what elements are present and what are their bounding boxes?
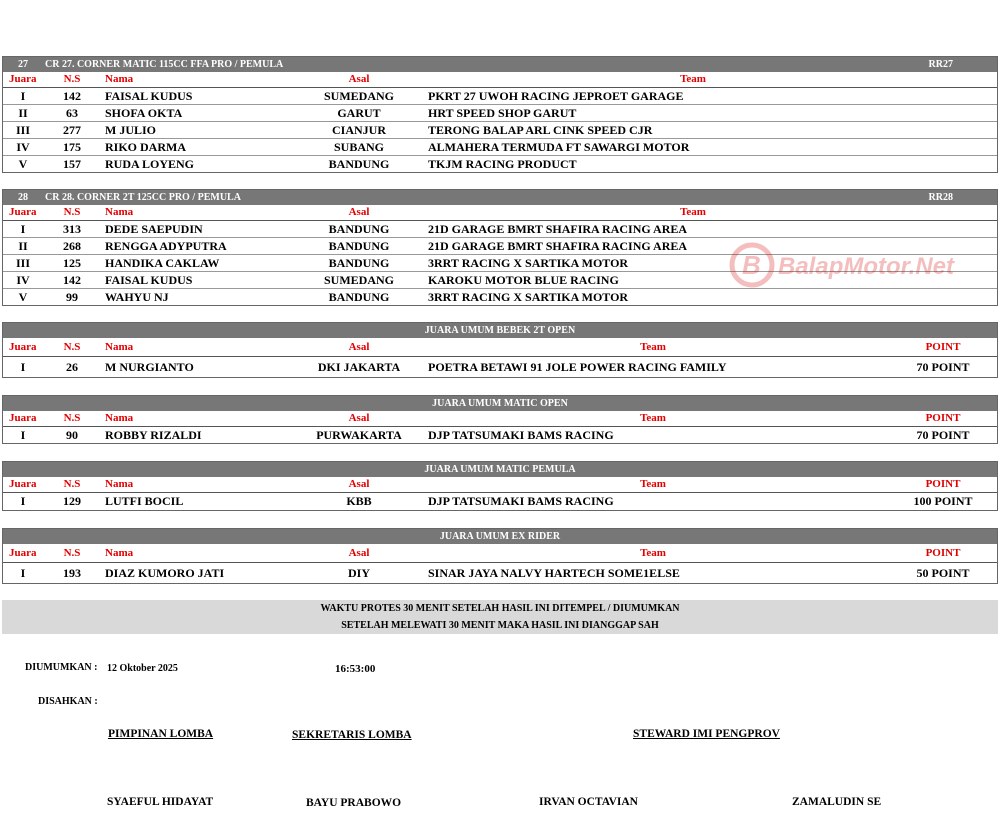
col-asal: Asal bbox=[348, 73, 370, 85]
column-headers bbox=[3, 544, 997, 563]
svg-text:B: B bbox=[742, 250, 761, 280]
cell-nama: ROBBY RIZALDI bbox=[105, 428, 202, 442]
table-row bbox=[3, 88, 997, 105]
balapmotor-watermark-logo bbox=[728, 240, 955, 290]
cell-ns: 99 bbox=[66, 290, 78, 304]
cell-nama: WAHYU NJ bbox=[105, 290, 169, 304]
svg-text:BalapMotor.Net: BalapMotor.Net bbox=[778, 253, 955, 280]
cell-ns: 26 bbox=[66, 360, 78, 374]
cell-juara: I bbox=[20, 222, 26, 236]
overall-matic-open bbox=[2, 395, 998, 444]
cell-juara: I bbox=[20, 494, 26, 508]
column-headers bbox=[3, 72, 997, 88]
cell-juara: I bbox=[20, 360, 26, 374]
cell-team: ALMAHERA TERMUDA FT SAWARGI MOTOR bbox=[428, 140, 690, 154]
cell-asal: SUMEDANG bbox=[323, 89, 394, 103]
class-27-results bbox=[2, 56, 998, 173]
table-row bbox=[3, 105, 997, 122]
cell-ns: 129 bbox=[63, 494, 81, 508]
cell-asal: BANDUNG bbox=[328, 222, 390, 236]
col-juara: Juara bbox=[9, 547, 37, 559]
col-team: Team bbox=[640, 412, 666, 424]
cell-ns: 157 bbox=[63, 157, 81, 171]
name-race-director: SYAEFUL HIDAYAT bbox=[107, 796, 214, 808]
cell-juara: I bbox=[20, 428, 26, 442]
column-headers bbox=[3, 411, 997, 427]
overall-bebek-2t-open bbox=[2, 322, 998, 378]
class-number: 27 bbox=[18, 59, 28, 70]
cell-ns: 268 bbox=[63, 239, 81, 253]
cell-team: KAROKU MOTOR BLUE RACING bbox=[428, 273, 619, 287]
cell-nama: FAISAL KUDUS bbox=[105, 89, 193, 103]
table-row bbox=[3, 122, 997, 139]
role-steward: STEWARD IMI PENGPROV bbox=[633, 728, 780, 740]
class-title: CR 28. CORNER 2T 125CC PRO / PEMULA bbox=[45, 192, 241, 203]
col-team: Team bbox=[640, 341, 666, 353]
approved-label: DISAHKAN : bbox=[38, 696, 98, 707]
col-nama: Nama bbox=[105, 73, 134, 85]
cell-point: 70 POINT bbox=[916, 360, 970, 374]
col-ns: N.S bbox=[63, 73, 81, 85]
cell-team: POETRA BETAWI 91 JOLE POWER RACING FAMILY bbox=[428, 360, 727, 374]
cell-team: 3RRT RACING X SARTIKA MOTOR bbox=[428, 256, 629, 270]
name-steward-1: IRVAN OCTAVIAN bbox=[539, 796, 638, 808]
col-juara: Juara bbox=[9, 73, 37, 85]
cell-nama: FAISAL KUDUS bbox=[105, 273, 193, 287]
cell-team: SINAR JAYA NALVY HARTECH SOME1ELSE bbox=[428, 566, 680, 580]
announced-date: 12 Oktober 2025 bbox=[107, 663, 178, 674]
cell-juara: V bbox=[18, 290, 28, 304]
table-row bbox=[3, 427, 997, 443]
overall-title: JUARA UMUM MATIC OPEN bbox=[432, 398, 568, 409]
col-juara: Juara bbox=[9, 206, 37, 218]
cell-juara: II bbox=[18, 106, 28, 120]
col-asal: Asal bbox=[348, 412, 370, 424]
cell-asal: BANDUNG bbox=[328, 239, 390, 253]
cell-juara: IV bbox=[16, 140, 30, 154]
cell-nama: DEDE SAEPUDIN bbox=[105, 222, 203, 236]
col-juara: Juara bbox=[9, 478, 37, 490]
table-row bbox=[3, 289, 997, 305]
cell-nama: M JULIO bbox=[105, 123, 156, 137]
col-ns: N.S bbox=[63, 478, 81, 490]
col-point: POINT bbox=[925, 341, 961, 353]
cell-asal: BANDUNG bbox=[328, 256, 390, 270]
cell-team: DJP TATSUMAKI BAMS RACING bbox=[428, 428, 614, 442]
table-row bbox=[3, 493, 997, 510]
cell-asal: SUMEDANG bbox=[323, 273, 394, 287]
cell-asal: GARUT bbox=[337, 106, 381, 120]
cell-point: 70 POINT bbox=[916, 428, 970, 442]
announced-time: 16:53:00 bbox=[335, 663, 376, 675]
col-nama: Nama bbox=[105, 341, 134, 353]
overall-title-bar bbox=[3, 396, 997, 411]
cell-ns: 125 bbox=[63, 256, 81, 270]
cell-team: 3RRT RACING X SARTIKA MOTOR bbox=[428, 290, 629, 304]
protest-notice bbox=[2, 600, 998, 634]
column-headers bbox=[3, 338, 997, 357]
cell-juara: IV bbox=[16, 273, 30, 287]
col-team: Team bbox=[680, 206, 706, 218]
class-number: 28 bbox=[18, 192, 28, 203]
col-nama: Nama bbox=[105, 412, 134, 424]
cell-team: PKRT 27 UWOH RACING JEPROET GARAGE bbox=[428, 89, 684, 103]
cell-asal: CIANJUR bbox=[332, 123, 386, 137]
name-race-secretary: BAYU PRABOWO bbox=[306, 797, 402, 809]
cell-team: TKJM RACING PRODUCT bbox=[428, 157, 577, 171]
notice-line-1: WAKTU PROTES 30 MENIT SETELAH HASIL INI DITEMPEL / DIUMUMKAN bbox=[320, 603, 680, 614]
col-asal: Asal bbox=[348, 547, 370, 559]
col-team: Team bbox=[640, 547, 666, 559]
col-ns: N.S bbox=[63, 412, 81, 424]
col-point: POINT bbox=[925, 547, 961, 559]
cell-ns: 277 bbox=[63, 123, 81, 137]
cell-ns: 142 bbox=[63, 89, 81, 103]
overall-title: JUARA UMUM MATIC PEMULA bbox=[424, 464, 576, 475]
col-team: Team bbox=[680, 73, 706, 85]
col-nama: Nama bbox=[105, 547, 134, 559]
col-point: POINT bbox=[925, 478, 961, 490]
cell-team: TERONG BALAP ARL CINK SPEED CJR bbox=[428, 123, 653, 137]
cell-team: HRT SPEED SHOP GARUT bbox=[428, 106, 577, 120]
col-asal: Asal bbox=[348, 206, 370, 218]
table-row bbox=[3, 139, 997, 156]
overall-title-bar bbox=[3, 462, 997, 477]
cell-ns: 175 bbox=[63, 140, 81, 154]
cell-nama: HANDIKA CAKLAW bbox=[105, 256, 220, 270]
cell-nama: LUTFI BOCIL bbox=[105, 494, 184, 508]
cell-asal: DKI JAKARTA bbox=[317, 360, 401, 374]
cell-juara: II bbox=[18, 239, 28, 253]
overall-ex-rider bbox=[2, 528, 998, 584]
column-headers bbox=[3, 205, 997, 221]
cell-team: DJP TATSUMAKI BAMS RACING bbox=[428, 494, 614, 508]
overall-title: JUARA UMUM EX RIDER bbox=[439, 531, 561, 542]
class-code: RR28 bbox=[928, 192, 953, 203]
cell-asal: KBB bbox=[346, 494, 372, 508]
role-race-secretary: SEKRETARIS LOMBA bbox=[292, 729, 412, 741]
table-row bbox=[3, 563, 997, 583]
table-row bbox=[3, 357, 997, 377]
class-title-bar bbox=[3, 190, 997, 205]
overall-matic-pemula bbox=[2, 461, 998, 511]
cell-juara: I bbox=[20, 566, 26, 580]
cell-juara: V bbox=[18, 157, 28, 171]
cell-team: 21D GARAGE BMRT SHAFIRA RACING AREA bbox=[428, 239, 688, 253]
cell-asal: PURWAKARTA bbox=[316, 428, 402, 442]
cell-ns: 193 bbox=[63, 566, 81, 580]
cell-nama: DIAZ KUMORO JATI bbox=[105, 566, 225, 580]
cell-juara: III bbox=[15, 256, 30, 270]
cell-juara: I bbox=[20, 89, 26, 103]
overall-title-bar bbox=[3, 323, 997, 338]
col-juara: Juara bbox=[9, 341, 37, 353]
class-code: RR27 bbox=[928, 59, 953, 70]
overall-title-bar bbox=[3, 529, 997, 544]
cell-point: 100 POINT bbox=[913, 494, 973, 508]
col-point: POINT bbox=[925, 412, 961, 424]
notice-line-2: SETELAH MELEWATI 30 MENIT MAKA HASIL INI DIANGGAP SAH bbox=[341, 620, 659, 631]
cell-asal: SUBANG bbox=[333, 140, 384, 154]
class-title-bar bbox=[3, 57, 997, 72]
table-row bbox=[3, 156, 997, 172]
class-title: CR 27. CORNER MATIC 115CC FFA PRO / PEMULA bbox=[45, 59, 284, 70]
cell-ns: 63 bbox=[66, 106, 78, 120]
col-ns: N.S bbox=[63, 206, 81, 218]
cell-asal: BANDUNG bbox=[328, 290, 390, 304]
table-row bbox=[3, 221, 997, 238]
cell-asal: DIY bbox=[347, 566, 370, 580]
cell-nama: RUDA LOYENG bbox=[105, 157, 195, 171]
col-juara: Juara bbox=[9, 412, 37, 424]
cell-nama: RENGGA ADYPUTRA bbox=[105, 239, 227, 253]
name-steward-2: ZAMALUDIN SE bbox=[792, 796, 882, 808]
col-asal: Asal bbox=[348, 341, 370, 353]
cell-nama: RIKO DARMA bbox=[105, 140, 186, 154]
overall-title: JUARA UMUM BEBEK 2T OPEN bbox=[424, 325, 576, 336]
cell-ns: 142 bbox=[63, 273, 81, 287]
cell-ns: 313 bbox=[63, 222, 81, 236]
cell-nama: M NURGIANTO bbox=[105, 360, 194, 374]
cell-asal: BANDUNG bbox=[328, 157, 390, 171]
role-race-director: PIMPINAN LOMBA bbox=[108, 728, 214, 740]
col-asal: Asal bbox=[348, 478, 370, 490]
cell-juara: III bbox=[15, 123, 30, 137]
announced-label: DIUMUMKAN : bbox=[25, 662, 98, 673]
cell-point: 50 POINT bbox=[916, 566, 970, 580]
col-nama: Nama bbox=[105, 478, 134, 490]
cell-team: 21D GARAGE BMRT SHAFIRA RACING AREA bbox=[428, 222, 688, 236]
col-ns: N.S bbox=[63, 547, 81, 559]
cell-ns: 90 bbox=[66, 428, 78, 442]
col-ns: N.S bbox=[63, 341, 81, 353]
col-team: Team bbox=[640, 478, 666, 490]
cell-nama: SHOFA OKTA bbox=[105, 106, 183, 120]
col-nama: Nama bbox=[105, 206, 134, 218]
column-headers bbox=[3, 477, 997, 493]
